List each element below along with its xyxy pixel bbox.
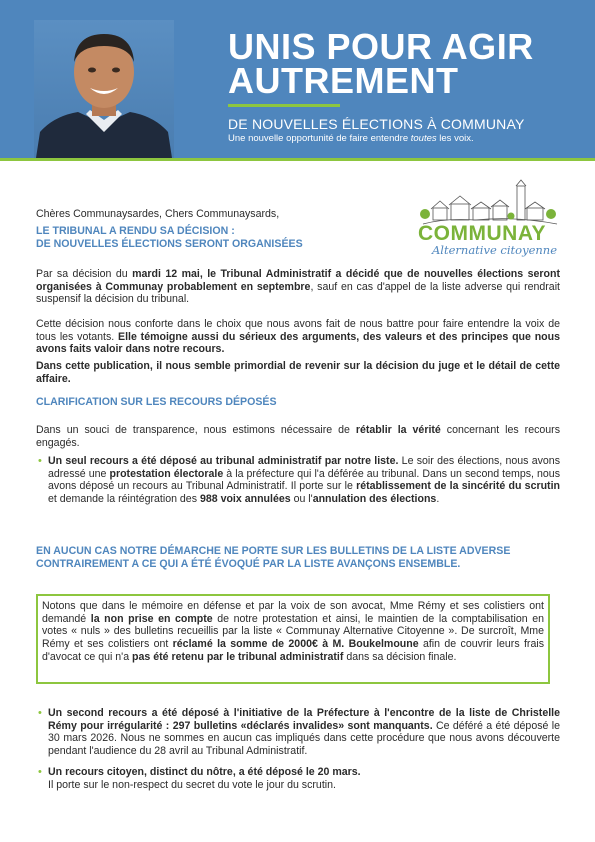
heading-clarification: CLARIFICATION SUR LES RECOURS DÉPOSÉS [36,396,277,408]
logo-subtitle: Alternative citoyenne [432,243,558,257]
header-tagline: Une nouvelle opportunité de faire entendre toutes les voix. [228,133,474,144]
heading-decision-line2: DE NOUVELLES ÉLECTIONS SERONT ORGANISÉES [36,238,303,250]
paragraph-transparence: Dans un souci de transparence, nous estimons nécessaire de rétablir la vérité concernant les recours engagés. [36,424,560,449]
bullet-marker: • [38,707,42,719]
bullet-recours-liste: Un seul recours a été déposé au tribunal administratif par notre liste. Le soir des élections, nous avons adressé une protestation électorale à la préfecture qui l'a déférée au tribunal. Dans un second temps, nous avons déposé un recours au Tribunal Administratif. Il porte sur le rétablissement de la sincérité du scrutin et demande la réintégration des 988 voix annulées ou l'annulation des élections. [48,455,560,506]
paragraph-publication: Dans cette publication, il nous semble primordial de revenir sur la décision du juge et le détail de cette affaire. [36,360,560,385]
candidate-portrait [34,20,174,158]
bullet-marker: • [38,455,42,467]
page-title: UNIS POUR AGIR AUTREMENT [228,26,534,101]
greeting: Chères Communaysardes, Chers Communaysards, [36,208,280,220]
heading-aucun-cas-line2: CONTRAIREMENT A CE QUI A ÉTÉ ÉVOQUÉ PAR LA LISTE AVANÇONS ENSEMBLE. [36,558,461,570]
paragraph-conforte: Cette décision nous conforte dans le choix que nous avons fait de nous battre pour faire entendre la voix de tous les votants. Elle témoigne aussi du sérieux des arguments, des valeurs et des principes que nous avons faits valoir dans notre recours. [36,318,560,356]
bullet-recours-citoyen: Un recours citoyen, distinct du nôtre, a été déposé le 20 mars. Il porte sur le non-respect du secret du vote le jour du scrutin. [48,766,361,791]
header-green-rule [0,158,595,161]
heading-decision-line1: LE TRIBUNAL A RENDU SA DÉCISION : [36,225,235,237]
note-box-text: Notons que dans le mémoire en défense et par la voix de son avocat, Mme Rémy et ses colistiers ont demandé la non prise en compte de notre protestation et ainsi, le maintien de la comptabilisation en votes « nuls » des bulletins recueillis par la liste « Communay Alternative Citoyenne ». De surcroît, Mme Rémy et ses colistiers ont réclamé la somme de 2000€ à M. Boukelmoune afin de couvrir leurs frais d'avocat ce qui n'a pas été retenu par le tribunal administratif dans sa décision finale. [42,600,544,663]
heading-aucun-cas-line1: EN AUCUN CAS NOTRE DÉMARCHE NE PORTE SUR LES BULLETINS DE LA LISTE ADVERSE [36,545,511,557]
paragraph-decision: Par sa décision du mardi 12 mai, le Tribunal Administratif a décidé que de nouvelles élections seront organisées à Communay probablement en septembre, sauf en cas d'appel de la liste adverse qui rendrait suspensif la décision du tribunal. [36,268,560,306]
header-subtitle: DE NOUVELLES ÉLECTIONS À COMMUNAY [228,116,525,132]
bullet-marker: • [38,766,42,778]
bullet-recours-prefecture: Un second recours a été déposé à l'initiative de la Préfecture à l'encontre de la liste de Christelle Rémy pour irrégularité : 297 bulletins «déclarés invalides» sont manquants. Ce déféré a été déposé le 30 mars 2026. Nous ne sommes en aucun cas impliqués dans cette procédure que nous avons découverte pendant l'audience du 28 avril au Tribunal Administratif. [48,707,561,758]
title-underline [228,104,340,107]
logo-name: COMMUNAY [418,222,547,245]
